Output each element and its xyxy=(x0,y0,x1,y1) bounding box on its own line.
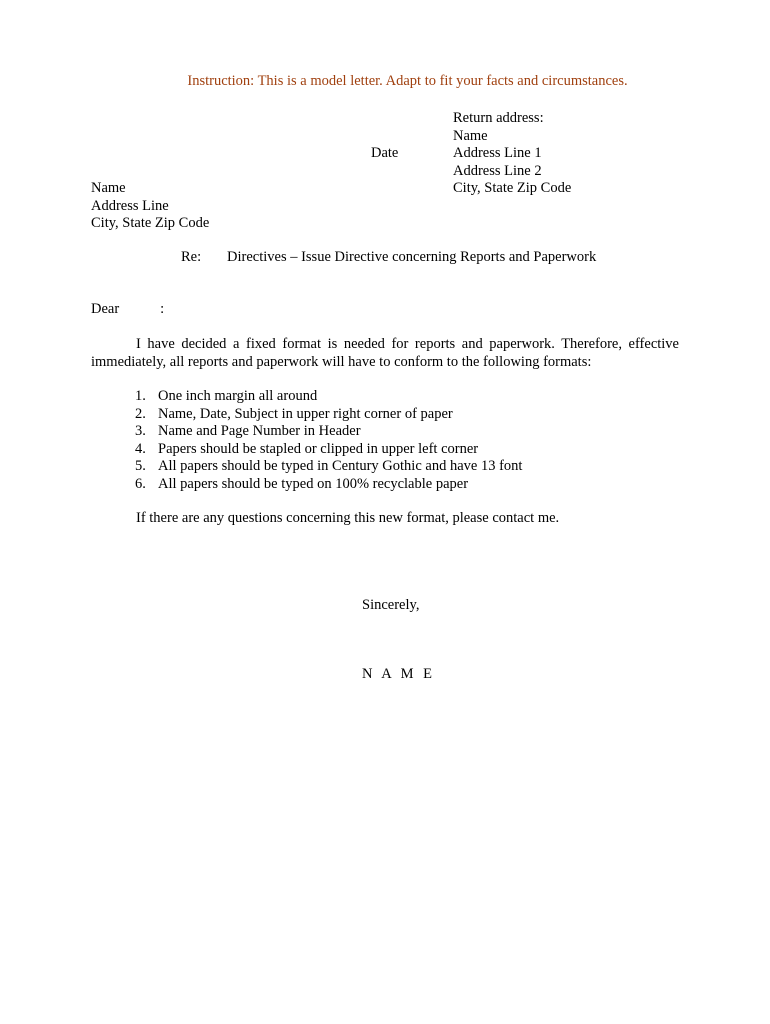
letter-date: Date xyxy=(371,145,399,161)
list-item xyxy=(135,388,522,406)
recipient-address: Address Line xyxy=(91,197,169,214)
re-label: Re: xyxy=(181,249,202,265)
list-item-text: Name and Page Number in Header xyxy=(158,423,361,439)
list-item xyxy=(135,441,522,459)
recipient-city: City, State Zip Code xyxy=(91,215,210,231)
recipient-address-block xyxy=(91,180,209,233)
format-list xyxy=(135,388,522,493)
return-address-line1: Address Line 1 xyxy=(453,145,542,161)
salutation xyxy=(91,301,164,319)
list-item-number: 1. xyxy=(135,388,146,404)
salutation-dear: Dear xyxy=(91,301,120,317)
closing-paragraph: If there are any questions concerning this new format, please contact me. xyxy=(136,510,560,526)
list-item-number: 5. xyxy=(135,458,146,474)
list-item xyxy=(135,476,522,494)
return-address-label: Return address: xyxy=(453,110,544,126)
list-item xyxy=(135,406,522,424)
signature-name: N A M E xyxy=(362,666,435,682)
return-address-name: Name xyxy=(453,127,488,144)
return-address-block xyxy=(453,110,571,198)
subject-line xyxy=(181,249,596,267)
body-paragraph: I have decided a fixed format is needed for reports and paperwork. Therefore, effective immediately, all reports and paperwork will have to conform to the following formats: xyxy=(91,336,679,370)
recipient-name: Name xyxy=(91,180,126,196)
re-subject: Directives – Issue Directive concerning Reports and Paperwork xyxy=(227,249,597,265)
list-item xyxy=(135,458,522,476)
list-item-number: 3. xyxy=(135,423,146,439)
list-item xyxy=(135,423,522,441)
list-item-number: 4. xyxy=(135,440,146,457)
complimentary-close: Sincerely, xyxy=(362,597,420,613)
list-item-number: 6. xyxy=(135,475,146,492)
instruction-note: Instruction: This is a model letter. Adapt to fit your facts and circumstances. xyxy=(187,73,628,89)
list-item-text: All papers should be typed on 100% recyclable paper xyxy=(158,475,469,492)
list-item-text: Papers should be stapled or clipped in upper left corner xyxy=(158,440,479,457)
return-address-city: City, State Zip Code xyxy=(453,180,572,196)
list-item-text: One inch margin all around xyxy=(158,388,318,404)
list-item-text: Name, Date, Subject in upper right corner of paper xyxy=(158,405,453,422)
list-item-text: All papers should be typed in Century Gothic and have 13 font xyxy=(158,458,523,474)
list-item-number: 2. xyxy=(135,405,146,422)
salutation-colon: : xyxy=(160,301,165,317)
return-address-line2: Address Line 2 xyxy=(453,162,542,179)
